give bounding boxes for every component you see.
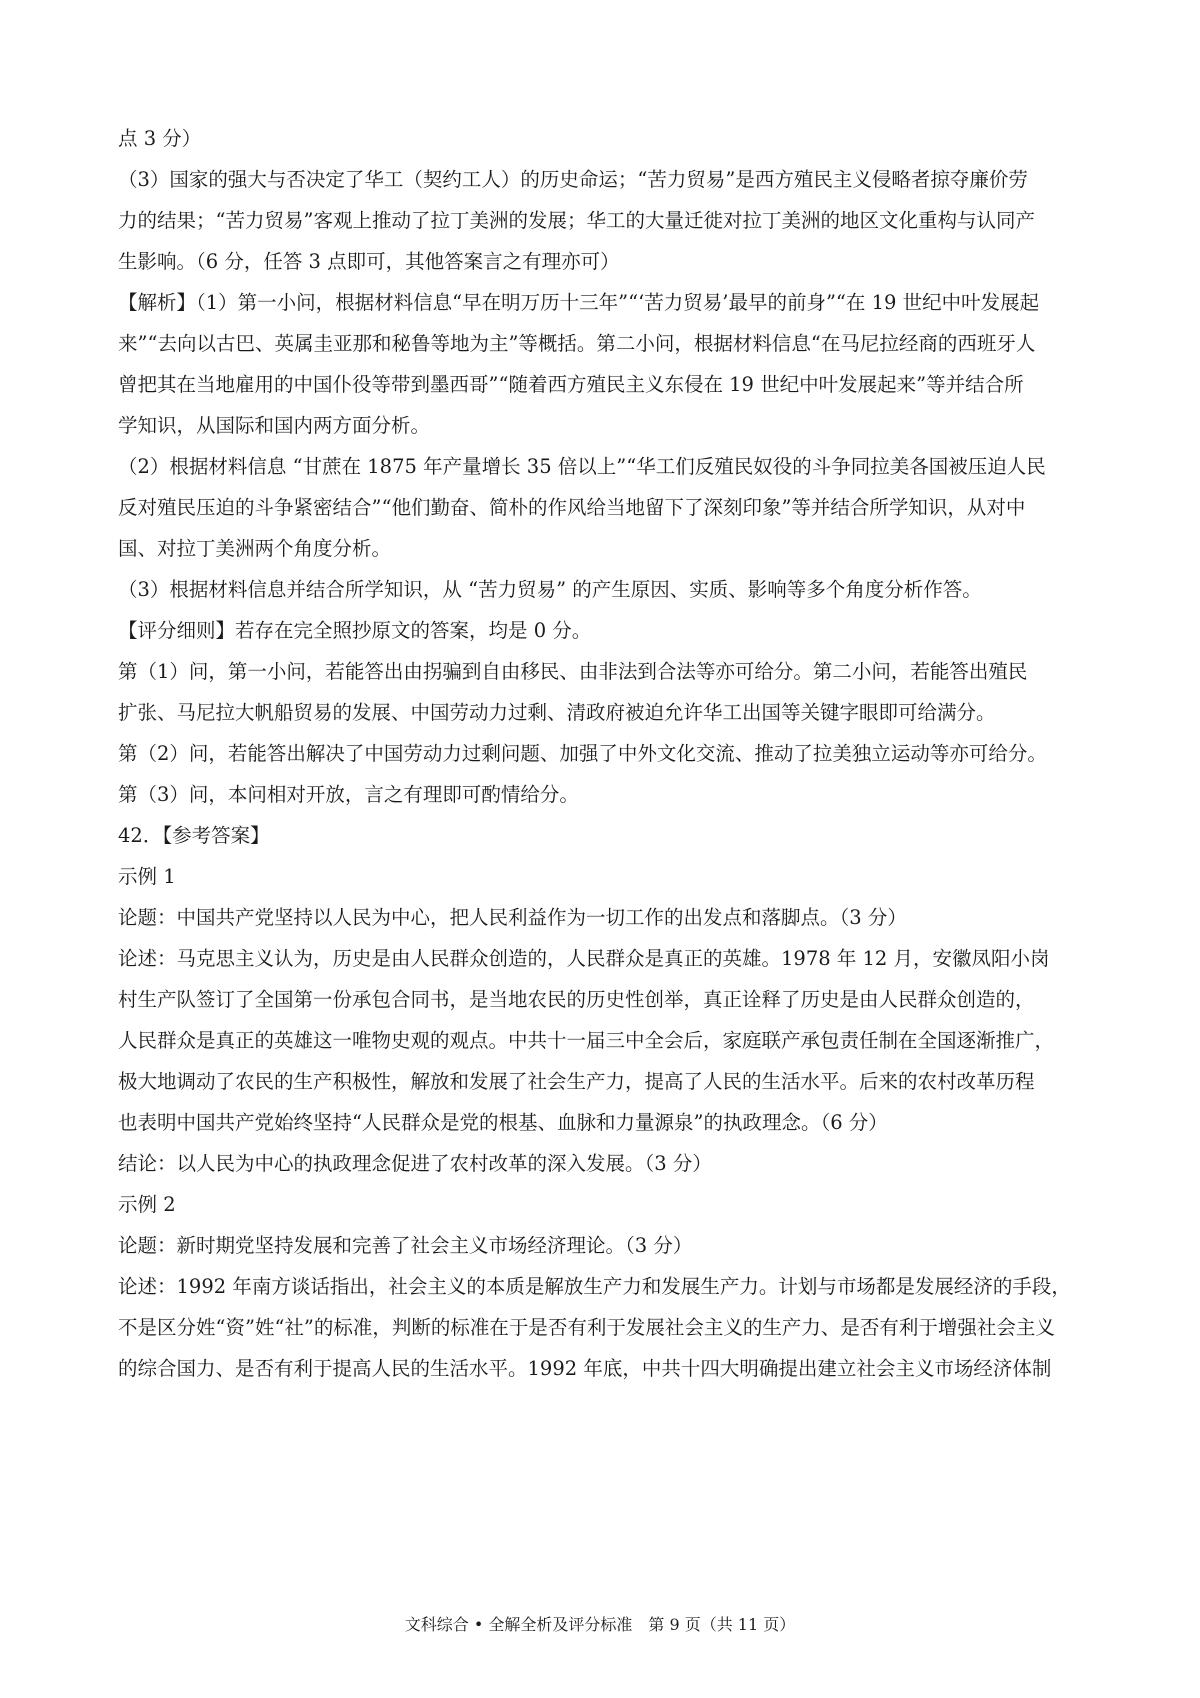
text-line: 论述：1992 年南方谈话指出，社会主义的本质是解放生产力和发展生产力。计划与市场都是发展经济的手段， <box>118 1275 1071 1298</box>
text-line: 极大地调动了农民的生产积极性，解放和发展了社会生产力，提高了人民的生活水平。后来的农村改革历程 <box>118 1070 1035 1093</box>
text-line: 人民群众是真正的英雄这一唯物史观的观点。中共十一届三中全会后，家庭联产承包责任制在全国逐渐推广， <box>118 1029 1055 1052</box>
text-line: 第（3）问，本问相对开放，言之有理即可酌情给分。 <box>118 783 579 806</box>
text-line: 的综合国力、是否有利于提高人民的生活水平。1992 年底，中共十四大明确提出建立社会主义市场经济体制 <box>118 1357 1052 1380</box>
example-1-heading: 示例 1 <box>118 865 176 888</box>
text-line: 国、对拉丁美洲两个角度分析。 <box>118 537 392 560</box>
question-42-heading: 42．【参考答案】 <box>118 824 270 847</box>
text-line: 生影响。（6 分，任答 3 点即可，其他答案言之有理亦可） <box>118 250 620 273</box>
text-line: 论题：新时期党坚持发展和完善了社会主义市场经济理论。（3 分） <box>118 1234 693 1257</box>
text-line: 扩张、马尼拉大帆船贸易的发展、中国劳动力过剩、清政府被迫允许华工出国等关键字眼即可给满分。 <box>118 701 996 724</box>
text-line: 第（2）问，若能答出解决了中国劳动力过剩问题、加强了中外文化交流、推动了拉美独立运动等亦可给分。 <box>118 742 1047 765</box>
text-line: 点 3 分） <box>118 127 202 150</box>
text-line: 反对殖民压迫的斗争紧密结合”“他们勤奋、简朴的作风给当地留下了深刻印象”等并结合所学知识，从对中 <box>118 496 1026 519</box>
text-line: 曾把其在当地雇用的中国仆役等带到墨西哥”“随着西方殖民主义东侵在 19 世纪中叶发展起来”等并结合所 <box>118 373 1024 396</box>
text-line: 力的结果；“苦力贸易”客观上推动了拉丁美洲的发展；华工的大量迁徙对拉丁美洲的地区文化重构与认同产 <box>118 209 1035 232</box>
text-line: 结论：以人民为中心的执政理念促进了农村改革的深入发展。（3 分） <box>118 1152 712 1175</box>
text-line: （2）根据材料信息 “甘蔗在 1875 年产量增长 35 倍以上”“华工们反殖民奴役的斗争同拉美各国被压迫人民 <box>118 455 1046 478</box>
document-body <box>118 118 1108 1389</box>
text-line: 来”“去向以古巴、英属圭亚那和秘鲁等地为主”等概括。第二小问，根据材料信息“在马尼拉经商的西班牙人 <box>118 332 1036 355</box>
text-line: 村生产队签订了全国第一份承包合同书，是当地农民的历史性创举，真正诠释了历史是由人民群众创造的， <box>118 988 1035 1011</box>
text-line: （3）国家的强大与否决定了华工（契约工人）的历史命运；“苦力贸易”是西方殖民主义侵略者掠夺廉价劳 <box>118 168 1028 191</box>
text-line: （3）根据材料信息并结合所学知识，从 “苦力贸易” 的产生原因、实质、影响等多个角度分析作答。 <box>118 578 982 601</box>
page-footer: 文科综合 • 全解全析及评分标准 第 9 页（共 11 页） <box>404 1615 796 1634</box>
text-line: 第（1）问，第一小问，若能答出由拐骗到自由移民、由非法到合法等亦可给分。第二小问，若能答出殖民 <box>118 660 1028 683</box>
text-line: 论述：马克思主义认为，历史是由人民群众创造的，人民群众是真正的英雄。1978 年 12 月，安徽凤阳小岗 <box>118 947 1050 970</box>
text-line: 论题：中国共产党坚持以人民为中心，把人民利益作为一切工作的出发点和落脚点。（3 分） <box>118 906 907 929</box>
text-line: 学知识，从国际和国内两方面分析。 <box>118 414 431 437</box>
analysis-heading-line: 【解析】（1）第一小问，根据材料信息“早在明万历十三年”“‘苦力贸易’最早的前身”“在 19 世纪中叶发展起 <box>118 291 1040 314</box>
example-2-heading: 示例 2 <box>118 1193 176 1216</box>
scoring-rules-heading-line: 【评分细则】若存在完全照抄原文的答案，均是 0 分。 <box>118 619 592 642</box>
text-line: 不是区分姓“资”姓“社”的标准，判断的标准在于是否有利于发展社会主义的生产力、是否有利于增强社会主义 <box>118 1316 1055 1339</box>
text-line: 也表明中国共产党始终坚持“人民群众是党的根基、血脉和力量源泉”的执政理念。（6 分） <box>118 1111 888 1134</box>
